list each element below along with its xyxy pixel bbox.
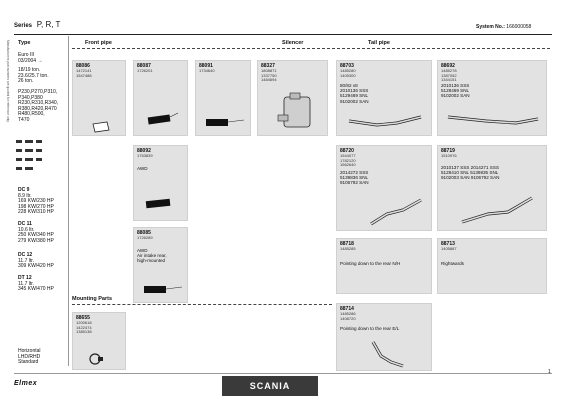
type-footer	[18, 349, 41, 366]
series-value: P, R, T	[36, 20, 61, 29]
note-line: 5128410 SNL	[441, 170, 469, 176]
part-card-88703[interactable]	[336, 60, 432, 136]
part-code: 88327	[261, 63, 275, 69]
tail-pipe-icon	[347, 113, 427, 133]
part-notes	[340, 261, 400, 266]
part-refs	[441, 154, 457, 159]
part-refs	[441, 247, 457, 252]
engine-dc9	[18, 188, 54, 216]
part-card-88327[interactable]	[257, 60, 328, 136]
ref-number: 1485285	[340, 246, 356, 251]
ref-number: 1734640	[199, 68, 215, 73]
tail-pipe-icon	[446, 111, 542, 131]
part-code: 88718	[340, 241, 354, 247]
ref-number: 1808871	[261, 68, 277, 73]
part-code: 88085	[137, 230, 151, 236]
ref-number: 1726289	[137, 235, 153, 240]
engine-title: DC 12	[18, 252, 33, 258]
part-notes	[137, 166, 148, 171]
note-line: Pointing down to the rear N/H	[340, 261, 401, 266]
ref-number: 1405887	[441, 246, 457, 251]
note-line: Air intake rear,	[137, 253, 167, 259]
engine-title: DC 11	[18, 221, 32, 227]
note-line: 2010136 SSS	[340, 88, 369, 94]
part-code: 88720	[340, 148, 354, 154]
part-card-88720[interactable]	[336, 145, 432, 231]
note-line: 5139836 SNL	[340, 175, 369, 181]
note-line: 2014272 SSS	[340, 170, 369, 175]
part-refs	[137, 69, 153, 74]
engine-dc11	[18, 222, 54, 244]
model-line: R480,R500,	[18, 111, 45, 118]
flex-pipe-icon	[142, 280, 186, 300]
footer-line: LHD/RHD	[18, 353, 41, 360]
ref-number: 1337750	[261, 72, 277, 78]
euro-date: 03/2004 →	[18, 57, 43, 64]
part-refs	[76, 69, 92, 78]
engine-power: 279 KW/380 HP	[18, 237, 54, 244]
note-line: 9106792 SAN	[340, 180, 369, 186]
engine-power: 228 KW/310 HP	[18, 209, 54, 216]
ref-number: 1510976	[441, 153, 457, 158]
tonnage-2: 23.6/25.7 ton.	[18, 72, 49, 79]
ref-number: 1782120	[340, 157, 356, 163]
engine-title: DT 12	[18, 275, 32, 281]
part-card-88091[interactable]	[195, 60, 251, 136]
ref-number: 1544077	[340, 153, 356, 158]
flex-pipe-icon	[204, 115, 248, 131]
system-label: System No.:	[476, 24, 505, 30]
ref-number: 1200618	[76, 320, 92, 325]
ref-number: 1408720	[340, 315, 356, 321]
part-refs	[137, 154, 153, 159]
engine-displacement: 8.9 ltr.	[18, 192, 32, 199]
part-code: 88714	[340, 306, 354, 312]
tail-pipe-icon	[458, 190, 538, 230]
model-line: R230,R310,R340,	[18, 100, 59, 107]
note-line: 9102002 SAN	[441, 93, 470, 99]
ref-number: 1726201	[137, 68, 153, 73]
ref-number: 1422474	[76, 324, 92, 330]
ref-number: 1484694	[261, 77, 277, 83]
series-label	[14, 22, 60, 30]
ref-number: 1387052	[441, 72, 457, 78]
part-code: 88086	[76, 63, 90, 69]
engine-displacement: 11.7 ltr.	[18, 257, 35, 264]
note-line: 2010136 SSS	[441, 83, 470, 88]
elmex-logo: Elmex	[14, 380, 38, 387]
part-refs	[340, 247, 356, 252]
type-column	[18, 53, 58, 124]
brand-footer: SCANIA	[222, 376, 318, 396]
ref-number: 1753839	[137, 153, 153, 158]
part-refs	[340, 69, 356, 78]
flex-pipe-icon	[144, 194, 184, 214]
part-code: 88719	[441, 148, 455, 154]
part-card-88714[interactable]	[336, 303, 432, 371]
engine-power: 169 KW/230 HP	[18, 198, 54, 205]
side-note	[2, 40, 12, 180]
part-notes	[441, 83, 470, 99]
model-line: P340,P380	[18, 94, 43, 101]
part-card-88085[interactable]	[133, 227, 188, 303]
ref-number: 1562640	[340, 162, 356, 168]
part-card-88086[interactable]	[72, 60, 126, 136]
part-notes	[441, 261, 464, 266]
part-code: 88692	[441, 63, 455, 69]
part-notes	[340, 326, 399, 331]
note-line: Pointing down to the rear E/L	[340, 326, 400, 331]
system-value: 166000058	[506, 24, 532, 30]
tonnage-3: 26 ton.	[18, 78, 34, 85]
flex-pipe-icon	[146, 111, 182, 131]
part-refs	[340, 154, 356, 168]
part-code: 88087	[137, 63, 151, 69]
part-card-88655[interactable]	[72, 312, 126, 370]
euro-class: Euro III	[18, 52, 35, 58]
part-code: 88655	[76, 315, 90, 321]
part-refs	[441, 69, 457, 83]
ref-number: 1547488	[76, 72, 92, 78]
header-rule	[14, 34, 552, 35]
engine-dt12	[18, 276, 54, 293]
part-notes	[137, 248, 167, 264]
footer-line: Standard	[18, 359, 39, 366]
part-notes	[441, 165, 500, 181]
section-front-pipe: Front pipe	[85, 40, 112, 46]
part-code: 88092	[137, 148, 151, 154]
part-card-88718[interactable]	[336, 238, 432, 294]
part-card-88719[interactable]	[437, 145, 547, 231]
section-type: Type	[18, 40, 31, 46]
tail-pipe-icon	[367, 196, 427, 230]
engine-power: 345 KW/470 HP	[18, 286, 54, 293]
ref-number: 1472141	[76, 68, 92, 73]
series-label-text: Series	[14, 23, 33, 29]
part-refs	[76, 321, 92, 335]
note-line: 2010137 SSS	[441, 165, 470, 170]
part-refs	[340, 312, 356, 321]
note-line: high-mounted	[137, 258, 166, 264]
clamp-icon	[87, 351, 107, 367]
part-card-88092[interactable]	[133, 145, 188, 221]
side-note-text: Manufacturers part numbers are quoted for reference only	[6, 40, 10, 122]
ref-number: 1485286	[340, 311, 356, 316]
ref-number: 1485280	[340, 68, 356, 73]
engine-dc12	[18, 253, 54, 270]
footer-rule	[14, 373, 552, 374]
part-card-88692[interactable]	[437, 60, 547, 136]
ref-number: 1405300	[340, 72, 356, 78]
engine-power: 309 KW/420 HP	[18, 263, 54, 270]
part-refs	[199, 69, 215, 74]
ref-number: 1344151	[441, 77, 457, 83]
note-line: 2014271 SSS	[470, 165, 499, 170]
engine-displacement: 10.6 ltr.	[18, 226, 35, 233]
section-tail-pipe: Tail pipe	[368, 40, 390, 46]
part-code: 88703	[340, 63, 354, 69]
part-card-88087[interactable]	[133, 60, 188, 136]
mounting-rule	[72, 304, 332, 305]
footer-line: Horizontal	[18, 348, 41, 354]
part-card-88713[interactable]	[437, 238, 547, 294]
note-line: AWD	[137, 248, 148, 253]
note-line: 80/82 x8	[340, 83, 358, 88]
ref-number: 1385138	[76, 329, 92, 335]
system-number	[476, 25, 531, 31]
part-refs	[261, 69, 277, 83]
section-silencer: Silencer	[282, 40, 304, 46]
engine-title: DC 9	[18, 187, 30, 193]
note-line: 9102002 SAN	[340, 98, 369, 104]
silencer-icon	[272, 91, 320, 133]
part-code: 88091	[199, 63, 213, 69]
note-line: 5139835 SNL	[470, 170, 499, 176]
pipe-sleeve-icon	[91, 121, 111, 133]
model-line: R380,R420,R470	[18, 105, 57, 112]
section-mounting-parts: Mounting Parts	[72, 296, 113, 302]
part-notes	[340, 83, 369, 104]
type-column-divider	[68, 36, 69, 366]
model-line: P230,P270,P310,	[18, 88, 58, 95]
engine-displacement: 11.7 ltr.	[18, 280, 35, 287]
engine-power: 198 KW/270 HP	[18, 203, 54, 210]
note-line: 9106792 SAN	[470, 175, 500, 181]
note-line: 9102003 SAN	[441, 175, 470, 181]
model-line: T470	[18, 116, 30, 123]
part-refs	[137, 236, 153, 241]
part-notes	[340, 170, 369, 186]
tonnage-1: 18/19 ton.	[18, 67, 41, 74]
note-line: 5128469 SNL	[441, 88, 470, 94]
note-line: 5129469 SNL	[340, 93, 369, 99]
page-number: 1	[548, 369, 551, 375]
sections-rule	[72, 48, 550, 49]
note-line: Rightwards	[441, 261, 464, 266]
vehicle-icons	[16, 138, 66, 183]
part-code: 88713	[441, 241, 455, 247]
engine-power: 250 KW/340 HP	[18, 232, 54, 239]
tail-pipe-icon	[367, 338, 407, 370]
note-line: AWD	[137, 166, 148, 171]
ref-number: 1485278	[441, 68, 457, 73]
